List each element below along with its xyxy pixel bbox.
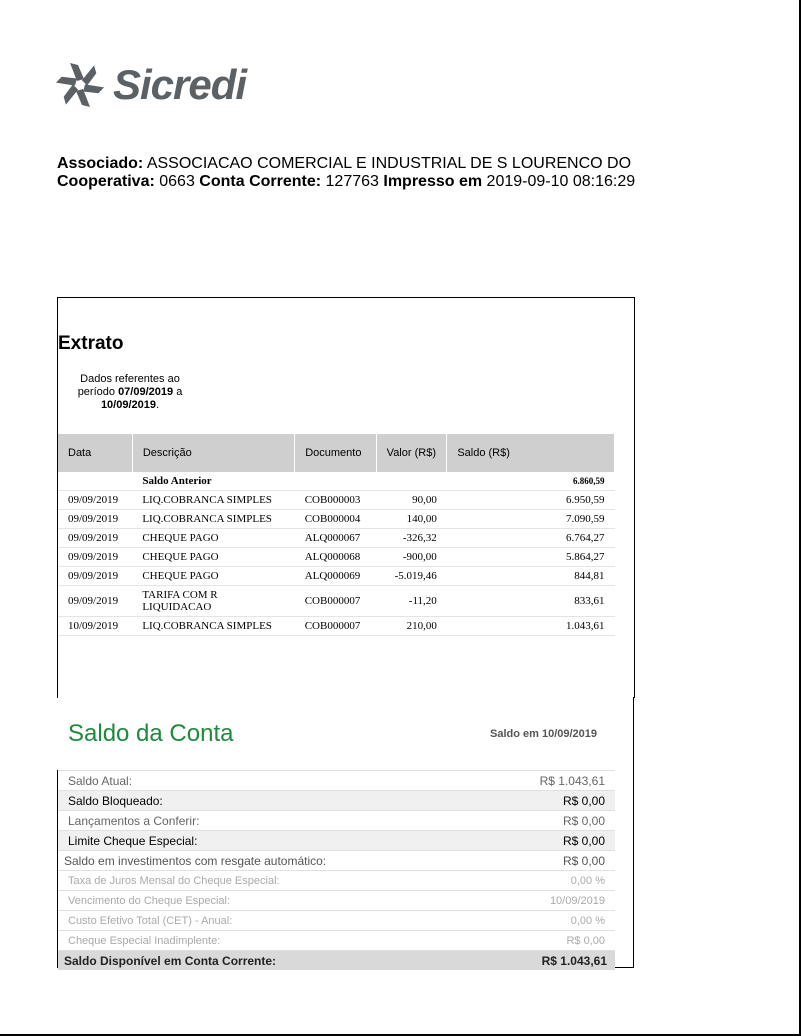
- col-saldo: Saldo (R$): [447, 434, 615, 472]
- table-row: [58, 567, 615, 586]
- cell-data: 09/09/2019: [58, 491, 132, 510]
- cell-documento: COB000007: [295, 617, 376, 636]
- cell-documento: COB000003: [295, 491, 376, 510]
- cell-data: 10/09/2019: [58, 617, 132, 636]
- cell-valor: 90,00: [376, 491, 447, 510]
- cell-descricao: LIQ.COBRANCA SIMPLES: [132, 617, 294, 636]
- conta-value: 127763: [325, 173, 379, 190]
- saldo-anterior-value: 6.860,59: [447, 472, 615, 491]
- saldo-item-label: Vencimento do Cheque Especial:: [68, 894, 231, 907]
- table-row: [58, 529, 615, 548]
- cell-saldo: 833,61: [447, 586, 615, 617]
- saldo-item-value: 0,00 %: [570, 914, 605, 927]
- lancamentos-row: [58, 810, 615, 830]
- sicredi-logo: [55, 60, 246, 110]
- table-row: [58, 548, 615, 567]
- saldo-anterior-label: Saldo Anterior: [132, 472, 294, 491]
- associado-value: ASSOCIACAO COMERCIAL E INDUSTRIAL DE S LOURENCO DO: [146, 155, 632, 172]
- saldo-anterior-empty-3: [376, 472, 447, 491]
- associado-line: [57, 155, 635, 173]
- investimentos-row: [58, 850, 615, 870]
- saldo-item-label: Lançamentos a Conferir:: [68, 813, 200, 828]
- saldo-anterior-row: [58, 472, 615, 491]
- saldo-item-value: R$ 0,00: [562, 813, 605, 828]
- col-documento: Documento: [295, 434, 376, 472]
- saldo-item-label: Taxa de Juros Mensal do Cheque Especial:: [68, 874, 280, 887]
- cell-documento: ALQ000067: [295, 529, 376, 548]
- saldo-item-label: Saldo Bloqueado:: [68, 793, 163, 808]
- cell-descricao: CHEQUE PAGO: [132, 567, 294, 586]
- cell-descricao: TARIFA COM R LIQUIDACAO: [132, 586, 294, 617]
- table-row: [58, 617, 615, 636]
- saldo-anterior-empty-2: [295, 472, 376, 491]
- periodo-text: [60, 373, 200, 412]
- saldo-item-label: Saldo Disponível em Conta Corrente:: [64, 953, 277, 968]
- periodo-end: 10/09/2019: [100, 399, 156, 411]
- cell-saldo: 6.764,27: [447, 529, 615, 548]
- table-header-row: [58, 434, 615, 472]
- periodo-start: 07/09/2019: [118, 386, 174, 398]
- cell-descricao: LIQ.COBRANCA SIMPLES: [132, 491, 294, 510]
- cooperativa-value: 0663: [159, 173, 195, 190]
- cell-data: 09/09/2019: [58, 567, 132, 586]
- sicredi-pinwheel-icon: [55, 60, 105, 110]
- cell-valor: 210,00: [376, 617, 447, 636]
- saldo-em-date: Saldo em 10/09/2019: [490, 728, 598, 740]
- cell-documento: ALQ000069: [295, 567, 376, 586]
- saldo-item-value: R$ 0,00: [566, 934, 605, 947]
- cell-data: 09/09/2019: [58, 548, 132, 567]
- impresso-value: 2019-09-10 08:16:29: [486, 173, 636, 190]
- cell-valor: -900,00: [376, 548, 447, 567]
- saldo-item-value: 10/09/2019: [549, 894, 605, 907]
- cell-documento: COB000004: [295, 510, 376, 529]
- cell-documento: ALQ000068: [295, 548, 376, 567]
- cell-data: 09/09/2019: [58, 586, 132, 617]
- saldo-anterior-empty: [58, 472, 132, 491]
- col-descricao: Descrição: [132, 434, 294, 472]
- taxa-juros-row: [58, 870, 615, 890]
- cell-descricao: CHEQUE PAGO: [132, 548, 294, 567]
- saldo-list: [58, 770, 615, 970]
- inadimplente-row: [58, 930, 615, 950]
- saldo-item-value: R$ 0,00: [562, 793, 605, 808]
- saldo-item-label: Cheque Especial Inadimplente:: [68, 934, 221, 947]
- account-header: [57, 155, 635, 191]
- saldo-conta-title: Saldo da Conta: [68, 720, 234, 747]
- saldo-item-label: Custo Efetivo Total (CET) - Anual:: [68, 914, 233, 927]
- cell-valor: 140,00: [376, 510, 447, 529]
- extrato-title: Extrato: [58, 333, 124, 354]
- brand-name: Sicredi: [113, 61, 247, 108]
- cell-saldo: 1.043,61: [447, 617, 615, 636]
- cell-saldo: 844,81: [447, 567, 615, 586]
- cell-documento: COB000007: [295, 586, 376, 617]
- table-row: [58, 586, 615, 617]
- cell-data: 09/09/2019: [58, 529, 132, 548]
- vencimento-row: [58, 890, 615, 910]
- saldo-bloqueado-row: [58, 790, 615, 810]
- cell-descricao: LIQ.COBRANCA SIMPLES: [132, 510, 294, 529]
- saldo-item-label: Saldo Atual:: [68, 773, 133, 788]
- cell-valor: -326,32: [376, 529, 447, 548]
- cooperativa-label: Cooperativa:: [57, 173, 155, 190]
- cell-data: 09/09/2019: [58, 510, 132, 529]
- cell-saldo: 7.090,59: [447, 510, 615, 529]
- saldo-item-label: Limite Cheque Especial:: [68, 833, 198, 848]
- saldo-item-value: R$ 0,00: [562, 853, 605, 868]
- table-row: [58, 491, 615, 510]
- cet-row: [58, 910, 615, 930]
- periodo-prefix: Dados referentes ao período: [77, 373, 180, 398]
- cell-saldo: 6.950,59: [447, 491, 615, 510]
- saldo-item-value: R$ 1.043,61: [539, 773, 605, 788]
- saldo-item-label: Saldo em investimentos com resgate automático:: [64, 853, 327, 868]
- cell-valor: -11,20: [376, 586, 447, 617]
- saldo-item-value: R$ 1.043,61: [541, 953, 607, 968]
- cell-valor: -5.019,46: [376, 567, 447, 586]
- cell-descricao: CHEQUE PAGO: [132, 529, 294, 548]
- limite-cheque-row: [58, 830, 615, 850]
- impresso-label: Impresso em: [383, 173, 483, 190]
- periodo-mid: a: [176, 386, 183, 398]
- periodo-suffix: .: [156, 399, 160, 411]
- cell-saldo: 5.864,27: [447, 548, 615, 567]
- col-valor: Valor (R$): [376, 434, 447, 472]
- conta-label: Conta Corrente:: [199, 173, 322, 190]
- table-row: [58, 510, 615, 529]
- associado-label: Associado:: [57, 155, 144, 172]
- account-line: [57, 173, 635, 191]
- col-data: Data: [58, 434, 132, 472]
- saldo-atual-row: [58, 770, 615, 790]
- saldo-disponivel-row: [58, 950, 615, 970]
- movimentos-table: [58, 434, 615, 636]
- saldo-item-value: 0,00 %: [570, 874, 605, 887]
- saldo-item-value: R$ 0,00: [562, 833, 605, 848]
